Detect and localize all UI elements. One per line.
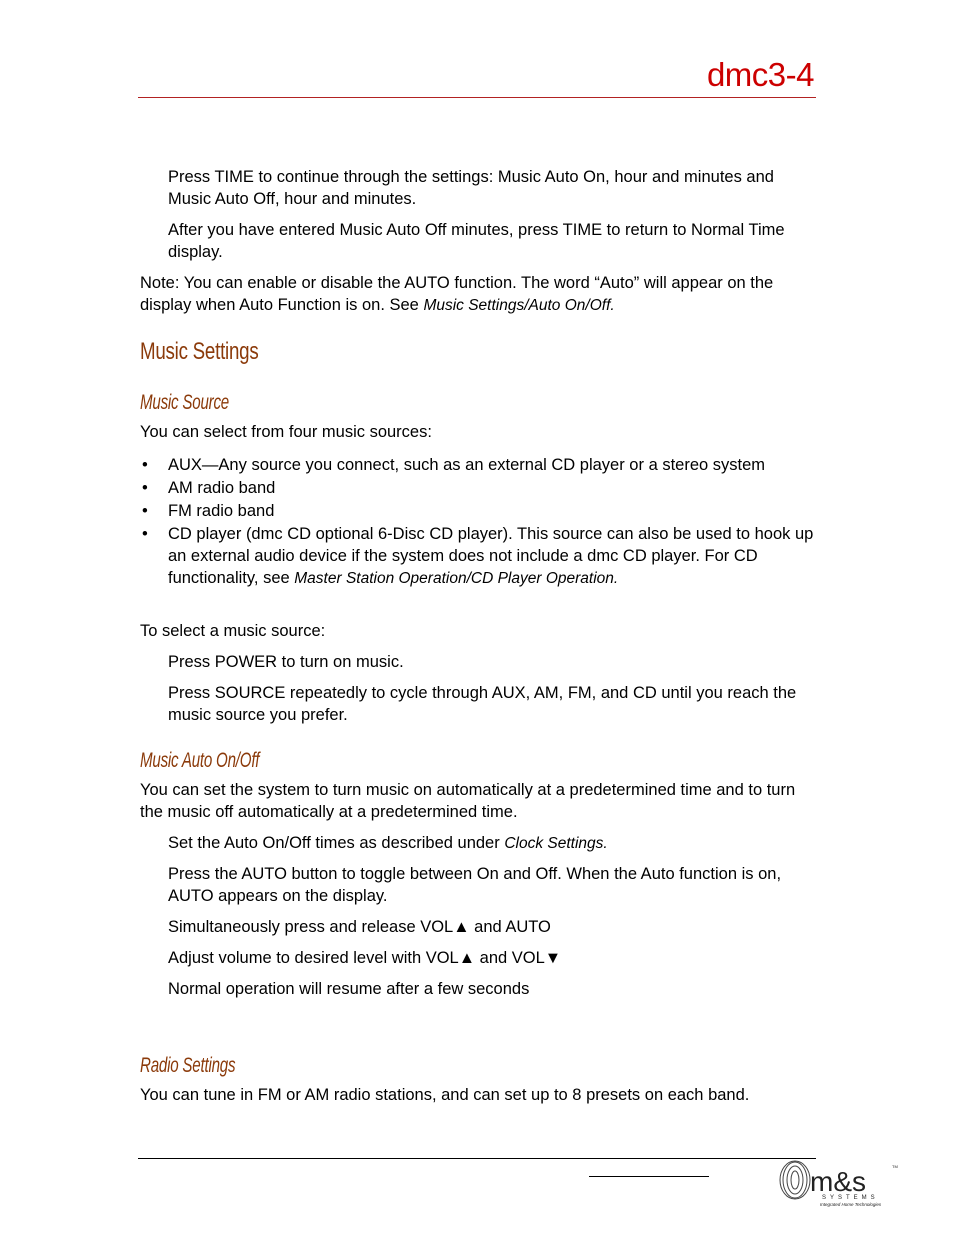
intro-paragraph-2: After you have entered Music Auto Off minutes, press TIME to return to Normal Time display. [168, 221, 785, 261]
auto-step-1 [168, 832, 816, 855]
bullet-icon: • [142, 525, 148, 543]
logo-wordmark: m&s [810, 1166, 866, 1197]
cd-reference: Master Station Operation/CD Player Operation. [294, 570, 619, 587]
list-item-text: AM radio band [168, 479, 276, 497]
list-item [140, 454, 816, 476]
radio-settings-heading: Radio Settings [140, 1054, 236, 1077]
logo-tagline: Integrated Home Technologies [820, 1202, 882, 1207]
note-text: Note: You can enable or disable the AUTO function. The word “Auto” will appear on the display when Auto Function is on. See [140, 274, 774, 314]
list-item [140, 500, 816, 522]
sound-waves-icon [780, 1161, 810, 1199]
ms-systems-logo [778, 1160, 900, 1208]
intro-paragraph-1: Press TIME to continue through the settings: Music Auto On, hour and minutes and Music Auto Off, hour and minutes. [168, 168, 774, 208]
logo-tm: TM [892, 1164, 898, 1169]
note-reference: Music Settings/Auto On/Off. [423, 297, 615, 314]
footer-rule [138, 1158, 816, 1159]
auto-step-3: Simultaneously press and release VOL▲ and AUTO [168, 918, 551, 936]
document-title: dmc3-4 [706, 56, 814, 93]
auto-step-1-text: Set the Auto On/Off times as described under [168, 834, 505, 852]
radio-settings-lead: You can tune in FM or AM radio stations, and can set up to 8 presets on each band. [140, 1086, 750, 1104]
list-item-text: CD player (dmc CD optional 6-Disc CD player). This source can also be used to hook up an external audio device if the system does not include a dmc CD player. For CD functionality, see [168, 525, 814, 587]
clock-settings-reference: Clock Settings. [504, 835, 608, 852]
note-paragraph [140, 272, 816, 317]
auto-step-4: Adjust volume to desired level with VOL▲ and VOL▼ [168, 949, 562, 967]
music-settings-heading: Music Settings [140, 338, 259, 365]
bullet-icon: • [142, 456, 148, 474]
list-item [140, 477, 816, 499]
list-item-text: FM radio band [168, 502, 275, 520]
auto-step-2: Press the AUTO button to toggle between On and Off. When the Auto function is on, AUTO appears on the display. [168, 865, 782, 905]
logo-systems: SYSTEMS [822, 1195, 879, 1201]
header-rule [138, 97, 816, 98]
list-item [140, 523, 816, 590]
music-source-list [140, 454, 816, 591]
select-step-1: Press POWER to turn on music. [168, 653, 404, 671]
bullet-icon: • [142, 479, 148, 497]
list-item-text: AUX—Any source you connect, such as an external CD player or a stereo system [168, 456, 766, 474]
music-auto-heading: Music Auto On/Off [140, 749, 260, 772]
bullet-icon: • [142, 502, 148, 520]
select-step-2: Press SOURCE repeatedly to cycle through AUX, AM, FM, and CD until you reach the music source you prefer. [168, 684, 797, 724]
select-source-lead: To select a music source: [140, 622, 326, 640]
music-source-heading: Music Source [140, 391, 230, 414]
music-source-lead: You can select from four music sources: [140, 423, 432, 441]
footer-short-rule [589, 1176, 709, 1177]
auto-step-5: Normal operation will resume after a few seconds [168, 980, 530, 998]
music-auto-lead: You can set the system to turn music on automatically at a predetermined time and to turn the music off automatically at a predetermined time. [140, 781, 796, 821]
